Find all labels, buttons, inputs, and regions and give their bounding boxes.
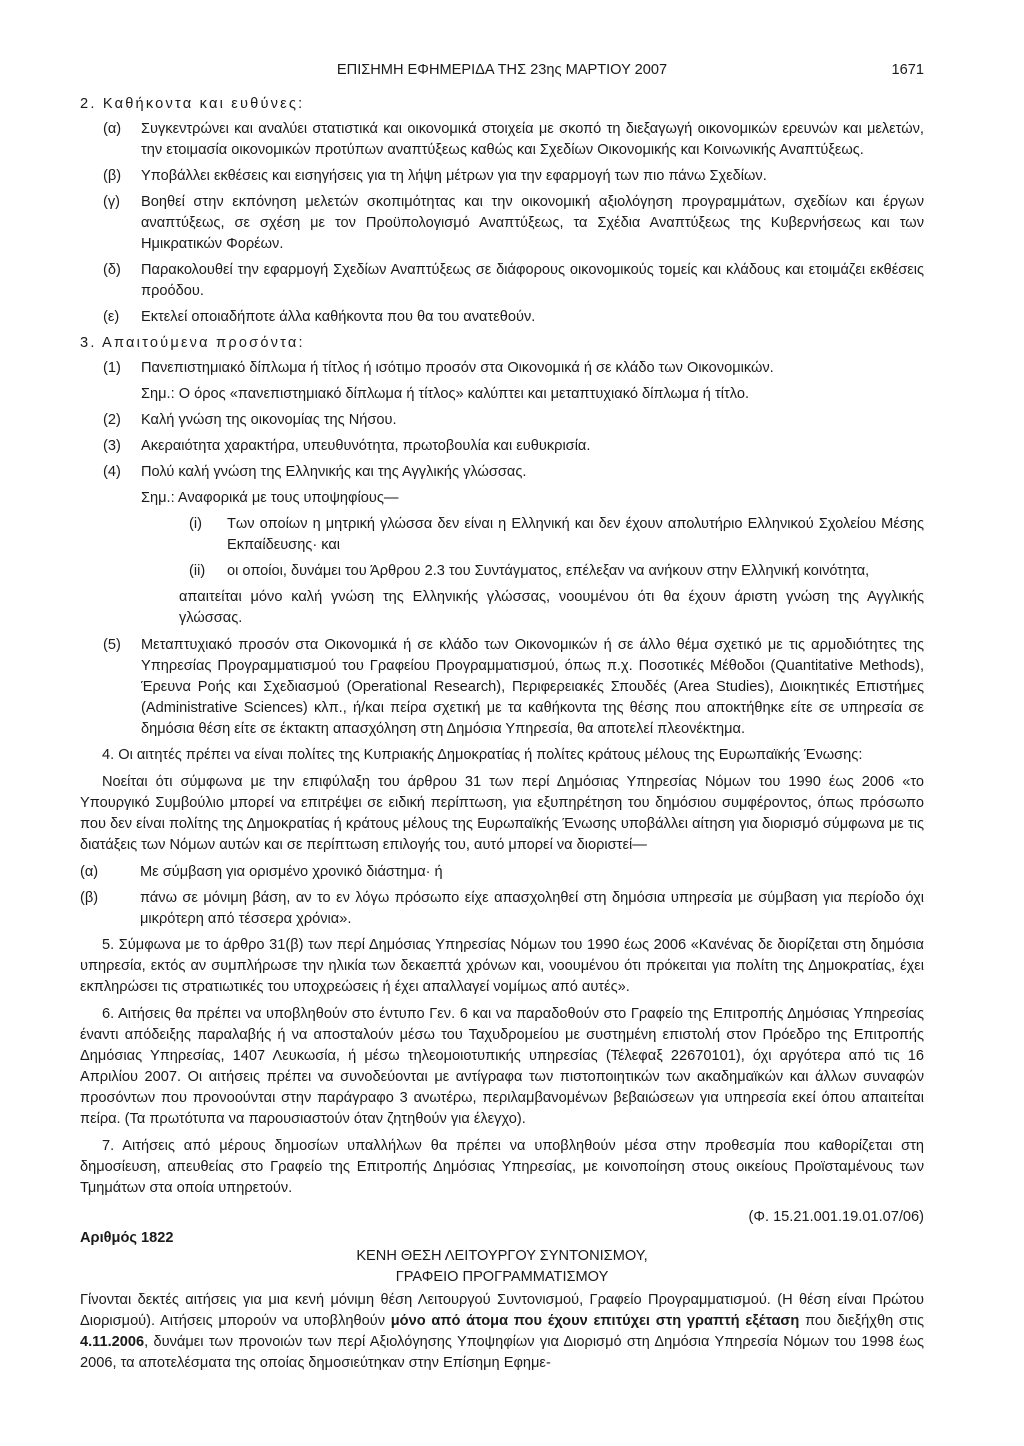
- section-4-body: Νοείται ότι σύμφωνα με την επιφύλαξη του άρθρου 31 των περί Δημόσιας Υπηρεσίας Νόμων του 1990 έως 2006 «το Υπουργικό Συμβούλιο μπορεί να επιτρέψει σε ειδική περίπτωση, για εξυπηρέτηση του δημόσιου συμφέροντος, όπως πρόσωπο που δεν είναι πολίτης της Δημοκρατίας ή κράτους μέλους της Ευρωπαϊκής Ένωσης υποβάλλει αίτηση για διορισμό σύμφωνα με τις διατάξεις των Νόμων αυτών και σε περίπτωση επιλογής του, αυτό μπορεί να διοριστεί—: [80, 774, 924, 853]
- requirement-tail: απαιτείται μόνο καλή γνώση της Ελληνικής γλώσσας, νοουμένου ότι θα έχουν άριστη γνώση της Αγγλικής γλώσσας.: [179, 589, 924, 626]
- section-4-item: (β) πάνω σε μόνιμη βάση, αν το εν λόγω πρόσωπο είχε απασχοληθεί στη δημόσια υπηρεσία με σύμβαση για περίοδο όχι μικρότερη από τέσσερα χρόνια».: [80, 890, 924, 927]
- page-header: [80, 60, 924, 86]
- duty-item: (ε) Εκτελεί οποιαδήποτε άλλα καθήκοντα που θα του ανατεθούν.: [103, 309, 536, 325]
- section-5: 5. Σύμφωνα με το άρθρο 31(β) των περί Δημόσιας Υπηρεσίας Νόμων του 1990 έως 2006 «Κανένας δε διορίζεται στη δημόσια υπηρεσία, εκτός αν συμπλήρωσε την ηλικία των δεκαεπτά χρόνων και, νοουμένου ότι πρόκειται για πολίτη της Δημοκρατίας, έχει εκπληρώσει τις στρατιωτικές του υποχρεώσεις ή έχει απαλλαγεί νομίμως από αυτές».: [80, 937, 924, 995]
- notice-bold-date: 4.11.2006: [80, 1334, 145, 1350]
- requirement-item: (1) Πανεπιστημιακό δίπλωμα ή τίτλος ή ισότιμο προσόν στα Οικονομικά ή σε κλάδο των Οικονομικών.: [103, 360, 774, 376]
- notice-title-line-2: ΓΡΑΦΕΙΟ ΠΡΟΓΡΑΜΜΑΤΙΣΜΟΥ: [395, 1269, 609, 1285]
- notice-body: Γίνονται δεκτές αιτήσεις για μια κενή μόνιμη θέση Λειτουργού Συντονισμού, Γραφείο Προγραμματισμού. (Η θέση είναι Πρώτου Διορισμού). Αιτήσεις μπορούν να υποβληθούν μόνο από άτομα που έχουν επιτύχει στη γραπτή εξέταση που διεξήχθη στις 4.11.2006, δυνάμει των προνοιών των περί Αξιολόγησης Υποψηφίων για Διορισμό στη Δημόσια Υπηρεσία Νόμων του 1998 έως 2006, τα αποτελέσματα της οποίας δημοσιεύτηκαν στην Επίσημη Εφημε-: [80, 1292, 924, 1371]
- file-reference: (Φ. 15.21.001.19.01.07/06): [748, 1209, 924, 1225]
- requirement-note: Σημ.: Αναφορικά με τους υποψηφίους—: [141, 490, 399, 506]
- requirement-subitem: (ii) οι οποίοι, δυνάμει του Άρθρου 2.3 του Συντάγματος, επέλεξαν να ανήκουν στην Ελληνική κοινότητα,: [189, 563, 870, 579]
- notice-number-row: [80, 1228, 924, 1250]
- duty-item: (α) Συγκεντρώνει και αναλύει στατιστικά και οικονομικά στοιχεία με σκοπό τη διεξαγωγή οικονομικών ερευνών και μελετών, την ετοιμασία οικονομικών προτύπων αναπτύξεως καθώς και Σχεδίων Οικονομικής και Κοινωνικής Αναπτύξεως.: [103, 121, 924, 158]
- duty-item: (γ) Βοηθεί στην εκπόνηση μελετών σκοπιμότητας και την οικονομική αξιολόγηση προγραμμάτων, σχεδίων και έργων αναπτύξεως, σε σχέση με τον Προϋπολογισμό Αναπτύξεως, τα Σχέδια Αναπτύξεως της Κυβερνήσεως και των Ημικρατικών Φορέων.: [103, 194, 924, 252]
- notice-bold-condition: μόνο από άτομα που έχουν επιτύχει στη γραπτή εξέταση: [390, 1313, 800, 1329]
- duties-heading: 2. Καθήκοντα και ευθύνες:: [80, 96, 305, 112]
- requirement-item: (3) Ακεραιότητα χαρακτήρα, υπευθυνότητα, πρωτοβουλία και ευθυκρισία.: [103, 438, 591, 454]
- gazette-title: ΕΠΙΣΗΜΗ ΕΦΗΜΕΡΙΔΑ ΤΗΣ 23ης ΜΑΡΤΙΟΥ 2007: [336, 62, 668, 78]
- section-6: 6. Αιτήσεις θα πρέπει να υποβληθούν στο έντυπο Γεν. 6 και να παραδοθούν στο Γραφείο της Επιτροπής Δημόσιας Υπηρεσίας έναντι απόδειξης παραλαβής ή να αποσταλούν μέσω του Ταχυδρομείου με συστημένη επιστολή στον Πρόεδρο της Επιτροπής Δημόσιας Υπηρεσίας, 1407 Λευκωσία, ή μέσω τηλεομοιοτυπικής υπηρεσίας (Τέλεφαξ 22670101), όχι αργότερα από τις 16 Απριλίου 2007. Οι αιτήσεις πρέπει να συνοδεύονται με αντίγραφα των πιστοποιητικών των ακαδημαϊκών και άλλων συναφών προσόντων που προνοούνται στην παράγραφο 3 ανωτέρω, περιλαμβανομένων βεβαιώσεων για υπηρεσία εκεί όπου απαιτείται πείρα. (Τα πρωτότυπα να παρουσιαστούν όταν ζητηθούν για έλεγχο).: [80, 1006, 924, 1127]
- notice-title-line-1: ΚΕΝΗ ΘΕΣΗ ΛΕΙΤΟΥΡΓΟΥ ΣΥΝΤΟΝΙΣΜΟΥ,: [356, 1248, 648, 1264]
- requirement-item: (4) Πολύ καλή γνώση της Ελληνικής και της Αγγλικής γλώσσας.: [103, 464, 527, 480]
- requirement-item: (2) Καλή γνώση της οικονομίας της Νήσου.: [103, 412, 397, 428]
- page-number: 1671: [891, 62, 924, 78]
- duty-item: (δ) Παρακολουθεί την εφαρμογή Σχεδίων Αναπτύξεως σε διάφορους οικονομικούς τομείς και κλάδους και ετοιμάζει εκθέσεις προόδου.: [103, 262, 924, 299]
- requirement-subitem: (i) Των οποίων η μητρική γλώσσα δεν είναι η Ελληνική και δεν έχουν απολυτήριο Ελληνικού Σχολείου Μέσης Εκπαίδευσης· και: [189, 516, 924, 553]
- section-4-lead: 4. Οι αιτητές πρέπει να είναι πολίτες της Κυπριακής Δημοκρατίας ή πολίτες κράτους μέλους της Ευρωπαϊκής Ένωσης:: [102, 747, 863, 763]
- section-4-item: (α) Με σύμβαση για ορισμένο χρονικό διάστημα· ή: [80, 864, 443, 880]
- section-7: 7. Αιτήσεις από μέρους δημοσίων υπαλλήλων θα πρέπει να υποβληθούν μέσα στην προθεσμία που καθορίζεται στη δημοσίευση, απευθείας στο Γραφείο της Επιτροπής Δημόσιας Υπηρεσίας, με κοινοποίηση στους οικείους Προϊσταμένους των Τμημάτων στα οποία υπηρετούν.: [80, 1138, 924, 1196]
- requirement-item: (5) Μεταπτυχιακό προσόν στα Οικονομικά ή σε κλάδο των Οικονομικών ή σε άλλο θέμα σχετικό με τις αρμοδιότητες της Υπηρεσίας Προγραμματισμού του Γραφείου Προγραμματισμού, όπως π.χ. Ποσοτικές Μέθοδοι (Quantitative Methods), Έρευνα Ροής και Σχεδιασμού (Operational Research), Περιφερειακές Σπουδές (Area Studies), Διοικητικές Επιστήμες (Administrative Sciences) κλπ., ή/και πείρα σχετική με τα καθήκοντα της θέσης που αποκτήθηκε είτε σε υπηρεσία σε δημόσια θέση είτε σε έκτακτη απασχόληση στη Δημόσια Υπηρεσία, θα αποτελεί πλεονέκτημα.: [103, 637, 924, 737]
- duty-item: (β) Υποβάλλει εκθέσεις και εισηγήσεις για τη λήψη μέτρων για την εφαρμογή των πιο πάνω Σχεδίων.: [103, 168, 767, 184]
- requirements-heading: 3. Απαιτούμενα προσόντα:: [80, 335, 305, 351]
- notice-number: Αριθμός 1822: [80, 1230, 174, 1246]
- requirement-note: Σημ.: Ο όρος «πανεπιστημιακό δίπλωμα ή τίτλος» καλύπτει και μεταπτυχιακό δίπλωμα ή τίτλο.: [141, 386, 749, 402]
